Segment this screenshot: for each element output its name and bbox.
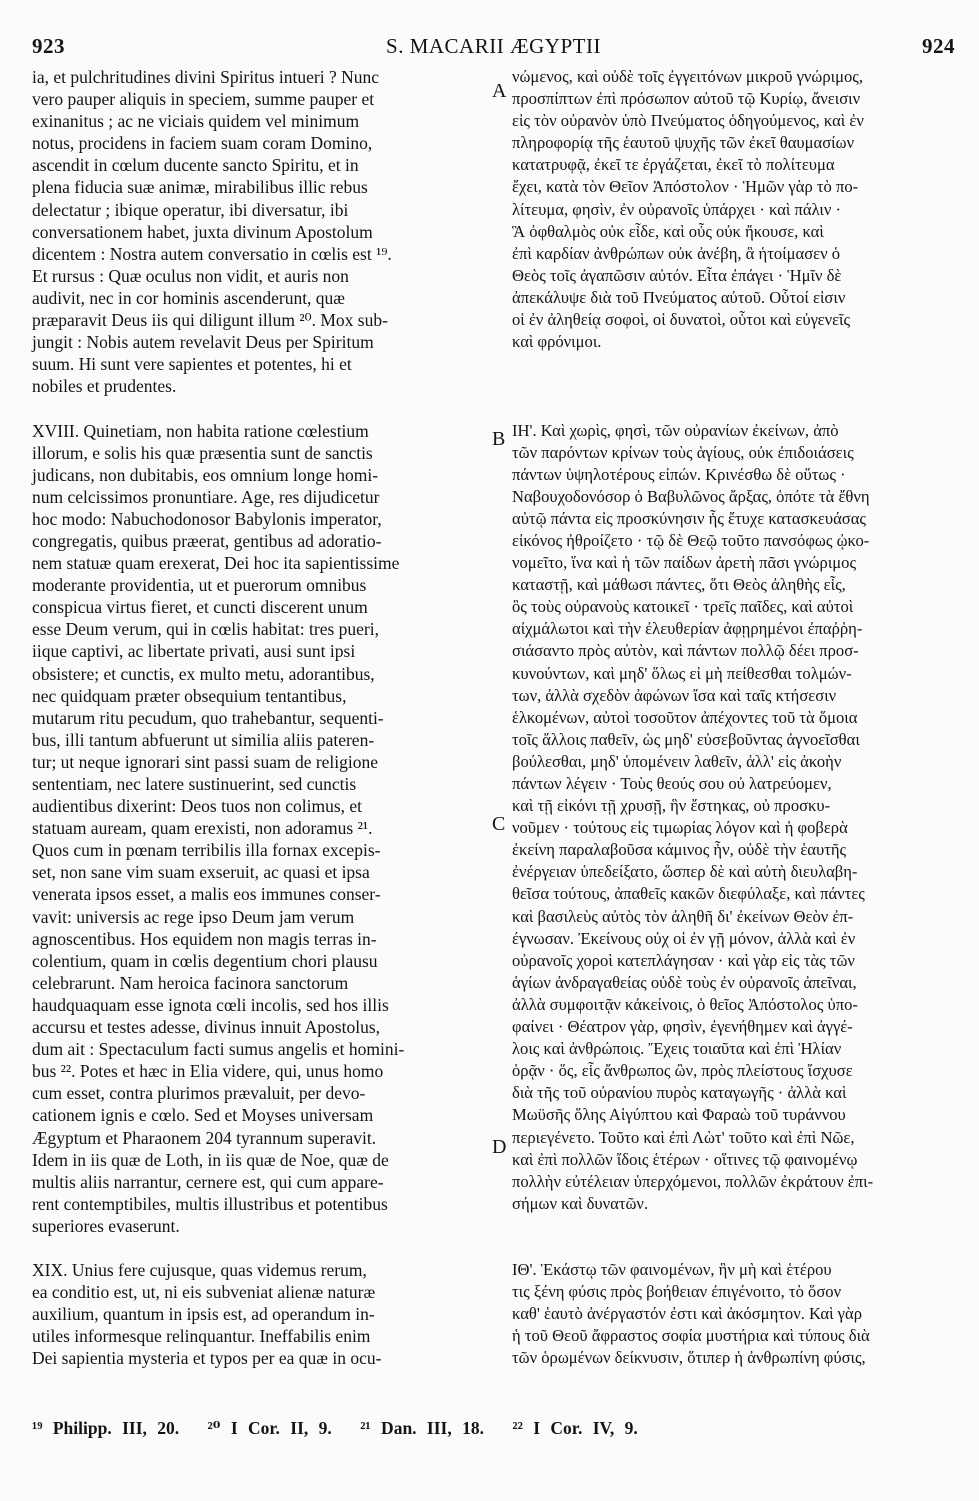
latin-text-line: suum. Hi sunt vere sapientes et potentes, hi et	[32, 354, 352, 375]
latin-text-line: congregatis, quibus præerat, gentibus ad adoratio-	[32, 530, 382, 551]
greek-text-line: Ἃ ὀφθαλμὸς οὐκ εἶδε, καὶ οὖς οὐκ ἤκουσε, καὶ	[512, 221, 824, 241]
latin-text-line: ascendit in cœlum ducente sancto Spiritu, et in	[32, 155, 359, 176]
greek-text-line	[512, 1237, 954, 1259]
greek-text-line: ἁγίων ἀνδραγαθείας οὐδὲ τοὺς ἐν οὐρανοῖς ἀπεῖναι,	[512, 972, 857, 992]
latin-text-line: Et rursus : Quæ oculus non vidit, et auris non	[32, 265, 349, 286]
page-header	[32, 34, 955, 64]
latin-text-line: obsistere; et cunctis, ex multo metu, adorantibus,	[32, 663, 375, 684]
latin-text-line: XIX. Unius fere cujusque, quas videmus rerum,	[32, 1260, 367, 1281]
greek-text-line: φαίνει · Θέατρον γὰρ, φησὶν, ἐγενήθημεν καὶ ἀγγέ-	[512, 1017, 853, 1037]
greek-text-line: νομεῖτο, ἵνα καὶ ἡ τῶν παίδων ἀρετὴ πᾶσι γνώριμος	[512, 553, 857, 573]
greek-text-line: διὰ τῆς τοῦ οὐρανίου πυρὸς καταγωγῆς · ἀλλὰ καὶ	[512, 1083, 847, 1103]
latin-text-line: Idem in iis quæ de Loth, in iis quæ de Noe, quæ de	[32, 1149, 389, 1170]
greek-text-line: Μωϋσῆς ὅλης Αἰγύπτου καὶ Φαραὼ τοῦ τυράννου	[512, 1105, 846, 1125]
greek-text-line: πληροφορίᾳ τῆς ἑαυτοῦ ψυχῆς τῶν ἐκεῖ θαυμασίων	[512, 133, 855, 153]
marginal-letter-c: C	[492, 813, 506, 835]
greek-text-line: αὐτῷ πάντα εἰς προσκύνησιν ἧς ἔτυχε κατασκευάσας	[512, 508, 867, 528]
greek-text-line: ἐπὶ καρδίαν ἀνθρώπων οὐκ ἀνέβη, ἃ ἡτοίμασεν ὁ	[512, 243, 841, 263]
latin-text-line: sententiam, nec latere sustinuerint, sed cunctis	[32, 774, 357, 794]
greek-text-line: πάντων λέγειν · Τοὺς θεούς σου οὐ λατρεύομεν,	[512, 774, 832, 793]
latin-text-line: mutarum ritu pecudum, quo trahebantur, sequenti-	[32, 707, 384, 728]
latin-text-line: notus, procidens in faciem suam coram Domino,	[32, 133, 373, 154]
latin-text-line: cationem ignis e cœlo. Sed et Moyses universam	[32, 1105, 374, 1126]
latin-text-line: nec quidquam præter obsequium tentantibus,	[32, 685, 347, 706]
latin-text-line: conspicua virtus fieret, et cuncti discerent unum	[32, 597, 368, 618]
latin-text-line: utiles informesque relinquantur. Ineffabilis enim	[32, 1326, 371, 1347]
latin-text-line: audientibus dixerint: Deos tuos non colimus, et	[32, 796, 363, 817]
greek-text-line	[512, 353, 954, 375]
greek-text-line: βούλεσθαι, μηδ' ὑπομένειν λαθεῖν, ἀλλ' εἰς ἀκοὴν	[512, 751, 842, 771]
latin-text-line: num celcissimos pronuntiare. Age, res dijudicetur	[32, 486, 380, 507]
latin-text-line: hoc modo: Nabuchodonosor Babylonis imperator,	[32, 508, 382, 529]
greek-text-line: καθ' ἑαυτὸ ἀνέργαστόν ἐστι καὶ ἀκόσμητον. Καὶ γὰρ	[512, 1304, 862, 1324]
footnote-22: ²² I Cor. IV, 9.	[512, 1418, 638, 1438]
latin-text-line: illorum, e solis his quæ præsentia sunt de sanctis	[32, 442, 373, 463]
greek-text-line: ΙΗ'. Καὶ χωρὶς, φησὶ, τῶν οὐρανίων ἐκείνων, ἀπὸ	[512, 420, 839, 440]
latin-text-line: iique captivi, ac libertate privati, ausi sunt ipsi	[32, 641, 356, 662]
greek-text-line: εἰς τὸν οὐρανὸν ὑπὸ Πνεύματος ὁδηγούμενος, καὶ ἐν	[512, 111, 864, 131]
latin-text-line: jungit : Nobis autem revelavit Deus per Spiritum	[32, 332, 374, 353]
greek-text-line: τῶν ὁρωμένων δείκνυσιν, ὅτιπερ ἡ ἀνθρωπίνη φύσις,	[512, 1348, 866, 1368]
latin-text-line: accursu et testes adesse, divinus innuit Apostolus,	[32, 1017, 381, 1038]
greek-text-line: τῶν παρόντων κρίνων τοὺς ἁγίους, οὐκ ἐπιδοιάσεις	[512, 442, 854, 462]
greek-text-line	[512, 1215, 954, 1237]
latin-text-line: celebrarunt. Nam heroica facinora sanctorum	[32, 972, 349, 993]
latin-text-line	[32, 1237, 488, 1259]
latin-text-line: colentium, quam in cœlis degentium chori plausu	[32, 950, 378, 971]
latin-text-line: statuam auream, quam erexisti, non adoramus ²¹.	[32, 818, 373, 839]
latin-text-line: Quos cum in pœnam terribilis illa fornax excepis-	[32, 840, 381, 861]
greek-text-line	[512, 397, 954, 419]
latin-text-line: dum ait : Spectaculum facti sumus angelis et homini-	[32, 1039, 405, 1060]
greek-text-line: έγνωσαν. Ἐκείνους οὐχ οἱ ἐν γῇ μόνον, ἀλλὰ καὶ ἐν	[512, 928, 856, 948]
greek-text-line: Ναβουχοδονόσορ ὁ Βαβυλῶνος ἄρξας, ὁπότε τὰ ἔθνη	[512, 486, 870, 506]
latin-text-line: delectatur ; ibique operatur, ibi diversatur, ibi	[32, 199, 349, 220]
latin-text-line: venerata ipsos esset, a malis eos immunes conser-	[32, 884, 381, 905]
greek-text-line: τοῖς ἄλλοις παθεῖν, ὡς μηδ' εὐσεβοῦντας ἀγνοεῖσθαι	[512, 729, 860, 749]
latin-text-line: audivit, nec in cor hominis ascenderunt, quæ	[32, 287, 345, 308]
greek-text-line: καὶ βασιλεὺς αὐτὸς τὸν ἀληθῆ δι' ἐκείνων Θεὸν ἐπ-	[512, 906, 854, 926]
greek-text-line: θεῖσα τούτους, ἀπαθεῖς κακῶν διεφύλαξε, καὶ πάντες	[512, 884, 865, 904]
greek-text-line: οὐρανοῖς χοροὶ κατεπλάγησαν · καὶ γὰρ εἰς τὰς τῶν	[512, 950, 855, 970]
greek-text-line: περιεγένετο. Τοῦτο καὶ ἐπὶ Λὼτ' τοῦτο καὶ ἐπὶ Νῶε,	[512, 1127, 855, 1147]
greek-text-line: νώμενος, καὶ οὐδὲ τοῖς ἐγγειτόνων μικροῦ γνώριμος,	[512, 67, 863, 86]
greek-text-line: ὁρᾷν · ὅς, εἷς ἄνθρωπος ὢν, πρὸς πλείστους ἴσχυσε	[512, 1061, 853, 1081]
greek-text-line: σήμων καὶ δυνατῶν.	[512, 1193, 649, 1213]
greek-text-line: ἐκείνη παραλαβοῦσα κάμινος ἦν, οὐδὲ τὴν ἑαυτῆς	[512, 840, 847, 860]
greek-text-line: εἰκόνος ἠθροίζετο · τῷ δὲ Θεῷ τοῦτο πανσόφως ᾠκο-	[512, 530, 870, 550]
latin-column	[32, 66, 488, 1370]
greek-text-line: Θεὸς τοῖς ἀγαπῶσιν αὐτόν. Εἶτα ἐπάγει · Ἡμῖν δὲ	[512, 265, 842, 285]
greek-text-line: νοῦμεν · τούτους εἰς τιμωρίας λόγον καὶ ἡ φοβερὰ	[512, 818, 848, 838]
greek-text-line: καταστῇ, καὶ μάθωσι πάντες, ὅτι Θεὸς ἀληθὴς εἷς,	[512, 575, 846, 595]
latin-text-line: præparavit Deus iis qui diligunt illum ²⁰. Mox sub-	[32, 310, 388, 331]
greek-text-line: προσπίπτων ἐπὶ πρόσωπον αὐτοῦ τῷ Κυρίῳ, ἄνεισιν	[512, 89, 861, 109]
latin-text-line: multis aliis narrantur, cernere est, qui cum appare-	[32, 1171, 384, 1192]
marginal-letter-a: A	[492, 80, 507, 102]
latin-text-line: nobiles et prudentes.	[32, 376, 177, 397]
latin-text-line: ia, et pulchritudines divini Spiritus intueri ? Nunc	[32, 67, 380, 87]
latin-text-line: set, non sane vim suam exseruit, ac quasi et ipsa	[32, 862, 370, 883]
latin-text-line: dicentem : Nostra autem conversatio in cœlis est ¹⁹.	[32, 243, 392, 264]
greek-text-line: αἰχμάλωτοι καὶ τὴν ἐλευθερίαν ἀφῃρημένοι ἐπαῤῥη-	[512, 619, 863, 639]
greek-text-line: σιάσαντο πρὸς αὐτὸν, καὶ πάντων πολλῷ δέει προσ-	[512, 641, 859, 661]
footnote-19: ¹⁹ Philipp. III, 20.	[32, 1418, 180, 1438]
latin-text-line: exinanitus ; ac ne viciais quidem vel minimum	[32, 111, 360, 132]
latin-text-line: vavit: universis ac rege ipso Deum jam verum	[32, 906, 355, 927]
footnote-21: ²¹ Dan. III, 18.	[360, 1418, 484, 1438]
greek-text-line: ὃς τοὺς οὐρανοὺς κατοικεῖ · τρεῖς παῖδες, καὶ αὐτοὶ	[512, 597, 854, 617]
page-number-right: 924	[922, 34, 955, 58]
latin-text-line: judicans, non dubitabis, eos omnium longe homi-	[32, 464, 379, 485]
latin-text-line: XVIII. Quinetiam, non habita ratione cœlestium	[32, 420, 369, 441]
latin-text-line: haudquaquam esse ignota cœli incolis, sed hos illis	[32, 994, 389, 1015]
latin-text-line: cum esset, contra plurimos prævaluit, per devo-	[32, 1083, 366, 1104]
greek-text-line: ΙΘ'. Ἑκάστῳ τῶν φαινομένων, ἣν μὴ καὶ ἑτέρου	[512, 1260, 832, 1280]
greek-text-line: λοις καὶ ἀνθρώποις. Ἔχεις τοιαῦτα καὶ ἐπὶ Ἠλίαν	[512, 1039, 842, 1059]
running-title: S. MACARII ÆGYPTII	[386, 34, 601, 58]
latin-text-line: Ægyptum et Pharaonem 204 tyrannum superavit.	[32, 1127, 377, 1148]
greek-text-line	[512, 375, 954, 397]
marginal-letter-b: B	[492, 428, 506, 450]
greek-text-line: πάντων ὑψηλοτέρους εἰπών. Κρινέσθω δὲ οὕτως ·	[512, 464, 846, 484]
greek-text-line: τις ξένη φύσις πρὸς βοήθειαν ἐπιγένοιτο, τὸ ὅσον	[512, 1282, 842, 1302]
latin-text-line: moderante providentia, ut et puerorum omnibus	[32, 575, 367, 596]
latin-text-line: Dei sapientia mysteria et typos per ea quæ in ocu-	[32, 1348, 382, 1369]
greek-text-line: ἐνέργειαν ὑπεδείξατο, ὥσπερ δὲ καὶ αὐτὴ διευλαβη-	[512, 862, 858, 882]
greek-text-line: ἔχει, κατὰ τὸν Θεῖον Ἀπόστολον · Ἡμῶν γὰρ τὸ πο-	[512, 177, 859, 197]
greek-text-line: πολλὴν εὐτέλειαν ὑπερχόμενοι, πολλῶν ἐκράτουν ἐπι-	[512, 1171, 874, 1191]
greek-text-line: καὶ τῇ εἰκόνι τῇ χρυσῇ, ἣν ἔστηκας, οὐ προσκυ-	[512, 796, 831, 816]
greek-text-line: καὶ φρόνιμοι.	[512, 332, 602, 352]
latin-text-line: vero pauper aliquis in speciem, summe pauper et	[32, 89, 375, 110]
footnotes	[32, 1418, 952, 1439]
greek-text-line: ἡ τοῦ Θεοῦ ἄφραστος σοφία μυστήρια καὶ τύπους διὰ	[512, 1326, 870, 1346]
greek-text-line: κυνούντων, καὶ μηδ' ὅλως εἰ μὴ πείθεσθαι τολμών-	[512, 663, 852, 683]
greek-text-line: ἀπεκάλυψε διὰ τοῦ Πνεύματος αὐτοῦ. Οὗτοί εἰσιν	[512, 287, 846, 307]
latin-text-line: rent contemptibiles, multis illustribus et potentibus	[32, 1193, 388, 1214]
latin-text-line: agnoscentibus. Hos equidem non magis terras in-	[32, 928, 377, 949]
latin-text-line: esse Deum verum, qui in cœlis habitat: tres pueri,	[32, 619, 380, 640]
greek-text-line: κατατρυφᾷ, ἐκεῖ τε ἐργάζεται, ἐκεῖ τὸ πολίτευμα	[512, 155, 835, 175]
latin-text-line: auxilium, quantum in ipsis est, ad operandum in-	[32, 1304, 375, 1325]
latin-text-line: ea conditio est, ut, ni eis subveniat alienæ naturæ	[32, 1282, 376, 1303]
greek-text-line: των, ἀλλὰ σχεδὸν ἀφώνων ἴσα καὶ ταῖς κτήσεσιν	[512, 685, 837, 705]
greek-column	[512, 66, 954, 1370]
greek-text-line: οἱ ἐν ἀληθείᾳ σοφοὶ, οἱ δυνατοὶ, οὗτοι καὶ εὐγενεῖς	[512, 310, 851, 330]
page-number-left: 923	[32, 34, 65, 58]
latin-text-line	[32, 397, 488, 419]
footnote-20: ²⁰ I Cor. II, 9.	[207, 1418, 332, 1438]
greek-text-line: καὶ ἐπὶ πολλῶν ἴδοις ἑτέρων · οἵτινες τῷ φαινομένῳ	[512, 1149, 858, 1169]
greek-text-line: ἑλκομένων, αὐτοὶ τοσοῦτον ἀπέχοντες τοῦ τὰ ὅμοια	[512, 707, 858, 727]
latin-text-line: tur; ut neque ignorari sint passi suam de religione	[32, 751, 379, 772]
latin-text-line: conversationem habet, juxta divinum Apostolum	[32, 221, 373, 242]
marginal-letter-d: D	[492, 1136, 507, 1158]
latin-text-line: bus ²². Potes et hæc in Elia videre, qui, unus homo	[32, 1061, 384, 1082]
latin-text-line: plena fiducia suæ animæ, mirabilibus illic rebus	[32, 177, 368, 198]
latin-text-line: bus, illi tantum abfuerunt ut similia aliis pateren-	[32, 729, 375, 750]
greek-text-line: λίτευμα, φησὶν, ἐν οὐρανοῖς ὑπάρχει · καὶ πάλιν ·	[512, 199, 842, 219]
latin-text-line: nem statuæ quam erexerat, Dei hoc ita sapientissime	[32, 553, 400, 574]
latin-text-line: superiores evaserunt.	[32, 1215, 180, 1236]
greek-text-line: ἀλλὰ συμφοιτᾷν κἀκείνοις, ὁ θεῖος Ἀπόστολος ὑπο-	[512, 994, 858, 1014]
